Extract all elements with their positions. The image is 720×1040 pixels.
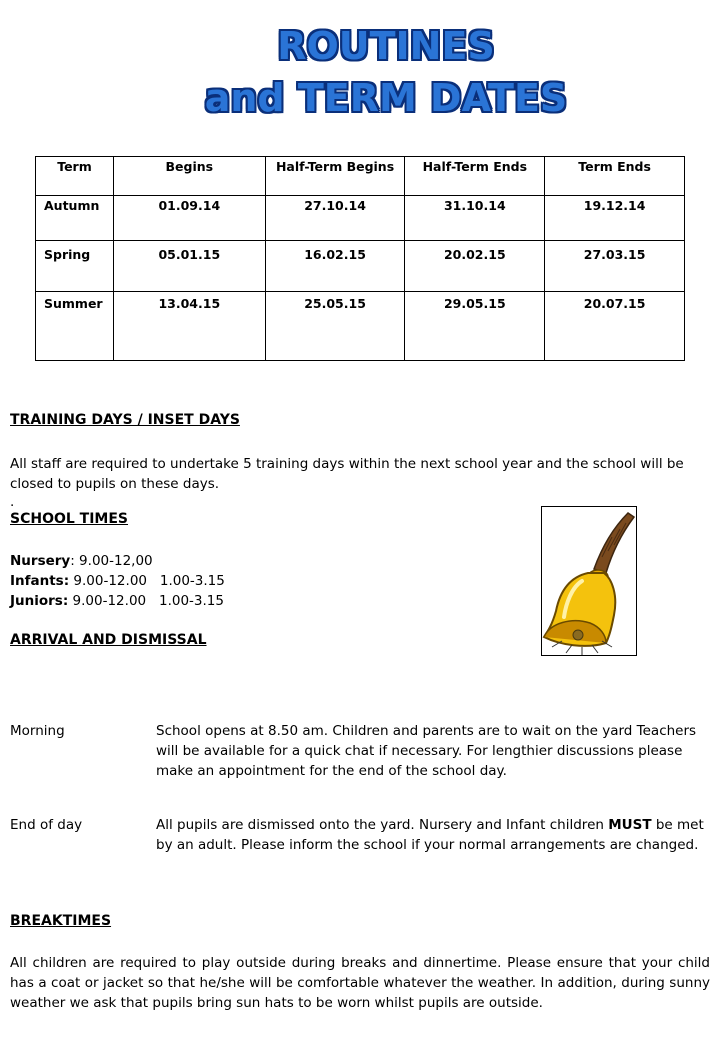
table-row bbox=[36, 292, 685, 361]
bell-image bbox=[541, 506, 637, 656]
bell-icon bbox=[542, 507, 636, 655]
endofday-text bbox=[156, 815, 712, 855]
table-cell: Spring bbox=[36, 241, 114, 292]
page-title-line2: and TERM DATES bbox=[204, 76, 568, 120]
table-cell: 13.04.15 bbox=[113, 292, 265, 361]
endofday-label: End of day bbox=[10, 817, 83, 833]
juniors-value: 9.00-12.00 1.00-3.15 bbox=[68, 593, 224, 609]
nursery-value: : 9.00-12,00 bbox=[70, 553, 153, 569]
endofday-must: MUST bbox=[608, 817, 652, 833]
infants-times bbox=[10, 571, 225, 591]
table-cell: 05.01.15 bbox=[113, 241, 265, 292]
header-half-term-begins: Half-Term Begins bbox=[265, 157, 405, 196]
breaktimes-heading: BREAKTIMES bbox=[10, 913, 112, 929]
table-row bbox=[36, 196, 685, 241]
training-dot: . bbox=[10, 494, 15, 510]
juniors-times bbox=[10, 591, 224, 611]
table-row bbox=[36, 241, 685, 292]
nursery-label: Nursery bbox=[10, 553, 71, 569]
table-cell: 29.05.15 bbox=[405, 292, 545, 361]
endofday-text-a: All pupils are dismissed onto the yard. Nursery and Infant children bbox=[156, 817, 609, 833]
table-cell: 19.12.14 bbox=[545, 196, 685, 241]
table-cell: 31.10.14 bbox=[405, 196, 545, 241]
table-cell: 16.02.15 bbox=[265, 241, 405, 292]
training-text: All staff are required to undertake 5 training days within the next school year and the school will be closed to pupils on these days. bbox=[10, 456, 684, 492]
header-begins: Begins bbox=[113, 157, 265, 196]
table-cell: 20.02.15 bbox=[405, 241, 545, 292]
table-cell: 01.09.14 bbox=[113, 196, 265, 241]
table-header-row bbox=[36, 157, 685, 196]
table-cell: 27.03.15 bbox=[545, 241, 685, 292]
morning-label: Morning bbox=[10, 723, 65, 739]
morning-text: School opens at 8.50 am. Children and parents are to wait on the yard Teachers will be available for a quick chat if necessary. For lengthier discussions please make an appointment for the end of the school day. bbox=[156, 723, 697, 779]
juniors-label: Juniors: bbox=[10, 593, 69, 609]
page-title-line1: ROUTINES bbox=[277, 24, 495, 68]
breaktimes-text: All children are required to play outside during breaks and dinnertime. Please ensure that your child has a coat or jacket so that he/she will be comfortable whatever the weather. In addition, during sunny weather we ask that pupils bring sun hats to be worn whilst pupils are outside. bbox=[10, 955, 710, 1011]
infants-value: 9.00-12.00 1.00-3.15 bbox=[69, 573, 225, 589]
table-cell: Autumn bbox=[36, 196, 114, 241]
endofday-text-b: be met by an adult. Please inform the school if your normal arrangements are changed. bbox=[156, 817, 704, 853]
arrival-heading: ARRIVAL AND DISMISSAL bbox=[10, 632, 207, 648]
header-term-ends: Term Ends bbox=[545, 157, 685, 196]
school-times-heading: SCHOOL TIMES bbox=[10, 511, 129, 527]
infants-label: Infants: bbox=[10, 573, 70, 589]
training-heading: TRAINING DAYS / INSET DAYS bbox=[10, 412, 240, 428]
header-half-term-ends: Half-Term Ends bbox=[405, 157, 545, 196]
header-term: Term bbox=[36, 157, 114, 196]
table-cell: Summer bbox=[36, 292, 114, 361]
table-cell: 27.10.14 bbox=[265, 196, 405, 241]
table-cell: 25.05.15 bbox=[265, 292, 405, 361]
table-cell: 20.07.15 bbox=[545, 292, 685, 361]
term-dates-table bbox=[35, 156, 685, 361]
nursery-times bbox=[10, 551, 153, 571]
